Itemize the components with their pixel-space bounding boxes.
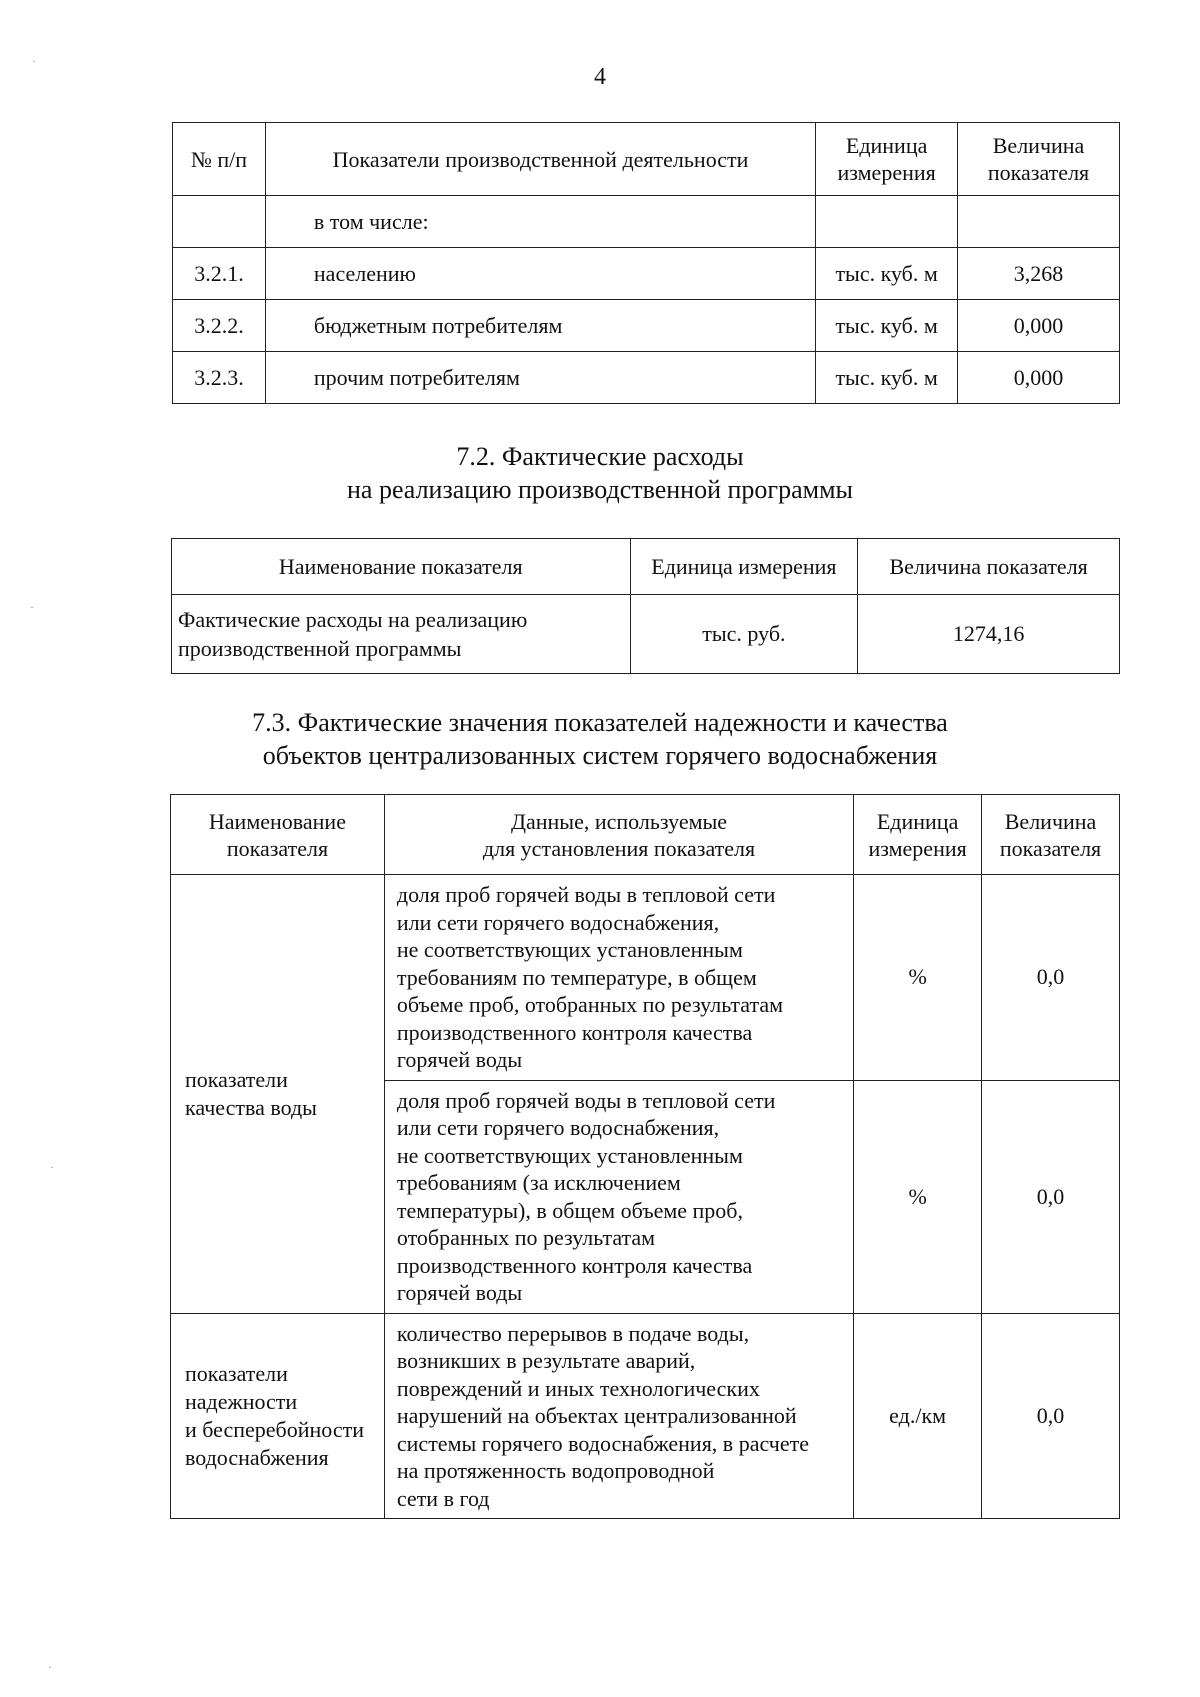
row-unit: тыс. руб. bbox=[630, 595, 858, 674]
row-unit: ед./км bbox=[854, 1313, 982, 1519]
row-name: населению bbox=[265, 248, 815, 300]
page-number: 4 bbox=[594, 64, 606, 90]
table-header-row bbox=[171, 795, 1120, 875]
header-cell: Величина показателя bbox=[858, 539, 1120, 595]
heading-line: 7.2. Фактические расходы bbox=[456, 442, 744, 471]
row-number: 3.2.3. bbox=[173, 352, 266, 404]
table-row bbox=[172, 595, 1120, 674]
row-value: 0,0 bbox=[982, 1313, 1120, 1519]
row-name: бюджетным потребителям bbox=[265, 300, 815, 352]
row-number bbox=[173, 196, 266, 248]
row-number: 3.2.1. bbox=[173, 248, 266, 300]
heading-line: на реализацию производственной программы bbox=[346, 475, 853, 504]
row-name: прочим потребителям bbox=[265, 352, 815, 404]
table-row bbox=[173, 300, 1120, 352]
table-row bbox=[173, 248, 1120, 300]
reliability-quality-table bbox=[170, 794, 1120, 1519]
group-name: показатели качества воды bbox=[171, 875, 385, 1314]
scan-speck: · bbox=[50, 1160, 54, 1174]
row-unit bbox=[816, 196, 958, 248]
header-cell: Величина показателя bbox=[982, 795, 1120, 875]
row-unit: тыс. куб. м bbox=[816, 352, 958, 404]
expenses-table bbox=[171, 538, 1120, 674]
row-value: 3,268 bbox=[958, 248, 1120, 300]
row-name: Фактические расходы на реализацию производственной программы bbox=[172, 595, 631, 674]
header-cell: Единица измерения bbox=[854, 795, 982, 875]
row-data: доля проб горячей воды в тепловой сети или сети горячего водоснабжения, не соответствующих установленным требованиям (за исключением температуры), в общем объеме проб, отобранных по результатам производственного контроля качества горячей воды bbox=[384, 1080, 853, 1313]
production-indicators-table bbox=[172, 122, 1120, 404]
section-7-2-heading bbox=[0, 440, 1200, 506]
scan-speck: · bbox=[30, 600, 34, 614]
header-cell: Показатели производственной деятельности bbox=[265, 123, 815, 196]
row-data: количество перерывов в подаче воды, возникших в результате аварий, повреждений и иных технологических нарушений на объектах централизованной системы горячего водоснабжения, в расчете на протяженность водопроводной сети в год bbox=[384, 1313, 853, 1519]
row-value: 1274,16 bbox=[858, 595, 1120, 674]
row-unit: тыс. куб. м bbox=[816, 300, 958, 352]
section-7-3-heading bbox=[0, 706, 1200, 772]
header-cell: Наименование показателя bbox=[171, 795, 385, 875]
row-unit: % bbox=[854, 1080, 982, 1313]
group-name: показатели надежности и бесперебойности водоснабжения bbox=[171, 1313, 385, 1519]
row-value: 0,000 bbox=[958, 352, 1120, 404]
header-cell: Величина показателя bbox=[958, 123, 1120, 196]
row-unit: тыс. куб. м bbox=[816, 248, 958, 300]
row-value: 0,000 bbox=[958, 300, 1120, 352]
table-row bbox=[171, 1313, 1120, 1519]
table-row bbox=[173, 352, 1120, 404]
row-number: 3.2.2. bbox=[173, 300, 266, 352]
row-name: в том числе: bbox=[265, 196, 815, 248]
header-cell: Данные, используемые для установления показателя bbox=[384, 795, 853, 875]
row-data: доля проб горячей воды в тепловой сети или сети горячего водоснабжения, не соответствующих установленным требованиям по температуре, в общем объеме проб, отобранных по результатам производственного контроля качества горячей воды bbox=[384, 875, 853, 1081]
row-unit: % bbox=[854, 875, 982, 1081]
table-header-row bbox=[172, 539, 1120, 595]
header-cell: Наименование показателя bbox=[172, 539, 631, 595]
scan-speck: · bbox=[48, 1660, 52, 1674]
row-value: 0,0 bbox=[982, 1080, 1120, 1313]
header-cell: Единица измерения bbox=[816, 123, 958, 196]
row-value: 0,0 bbox=[982, 875, 1120, 1081]
table-row bbox=[171, 875, 1120, 1081]
row-value bbox=[958, 196, 1120, 248]
table-row bbox=[173, 196, 1120, 248]
scan-speck: · bbox=[32, 54, 36, 68]
heading-line: объектов централизованных систем горячего водоснабжения bbox=[262, 741, 938, 770]
header-cell: № п/п bbox=[173, 123, 266, 196]
table-header-row bbox=[173, 123, 1120, 196]
header-cell: Единица измерения bbox=[630, 539, 858, 595]
heading-line: 7.3. Фактические значения показателей надежности и качества bbox=[252, 708, 948, 737]
